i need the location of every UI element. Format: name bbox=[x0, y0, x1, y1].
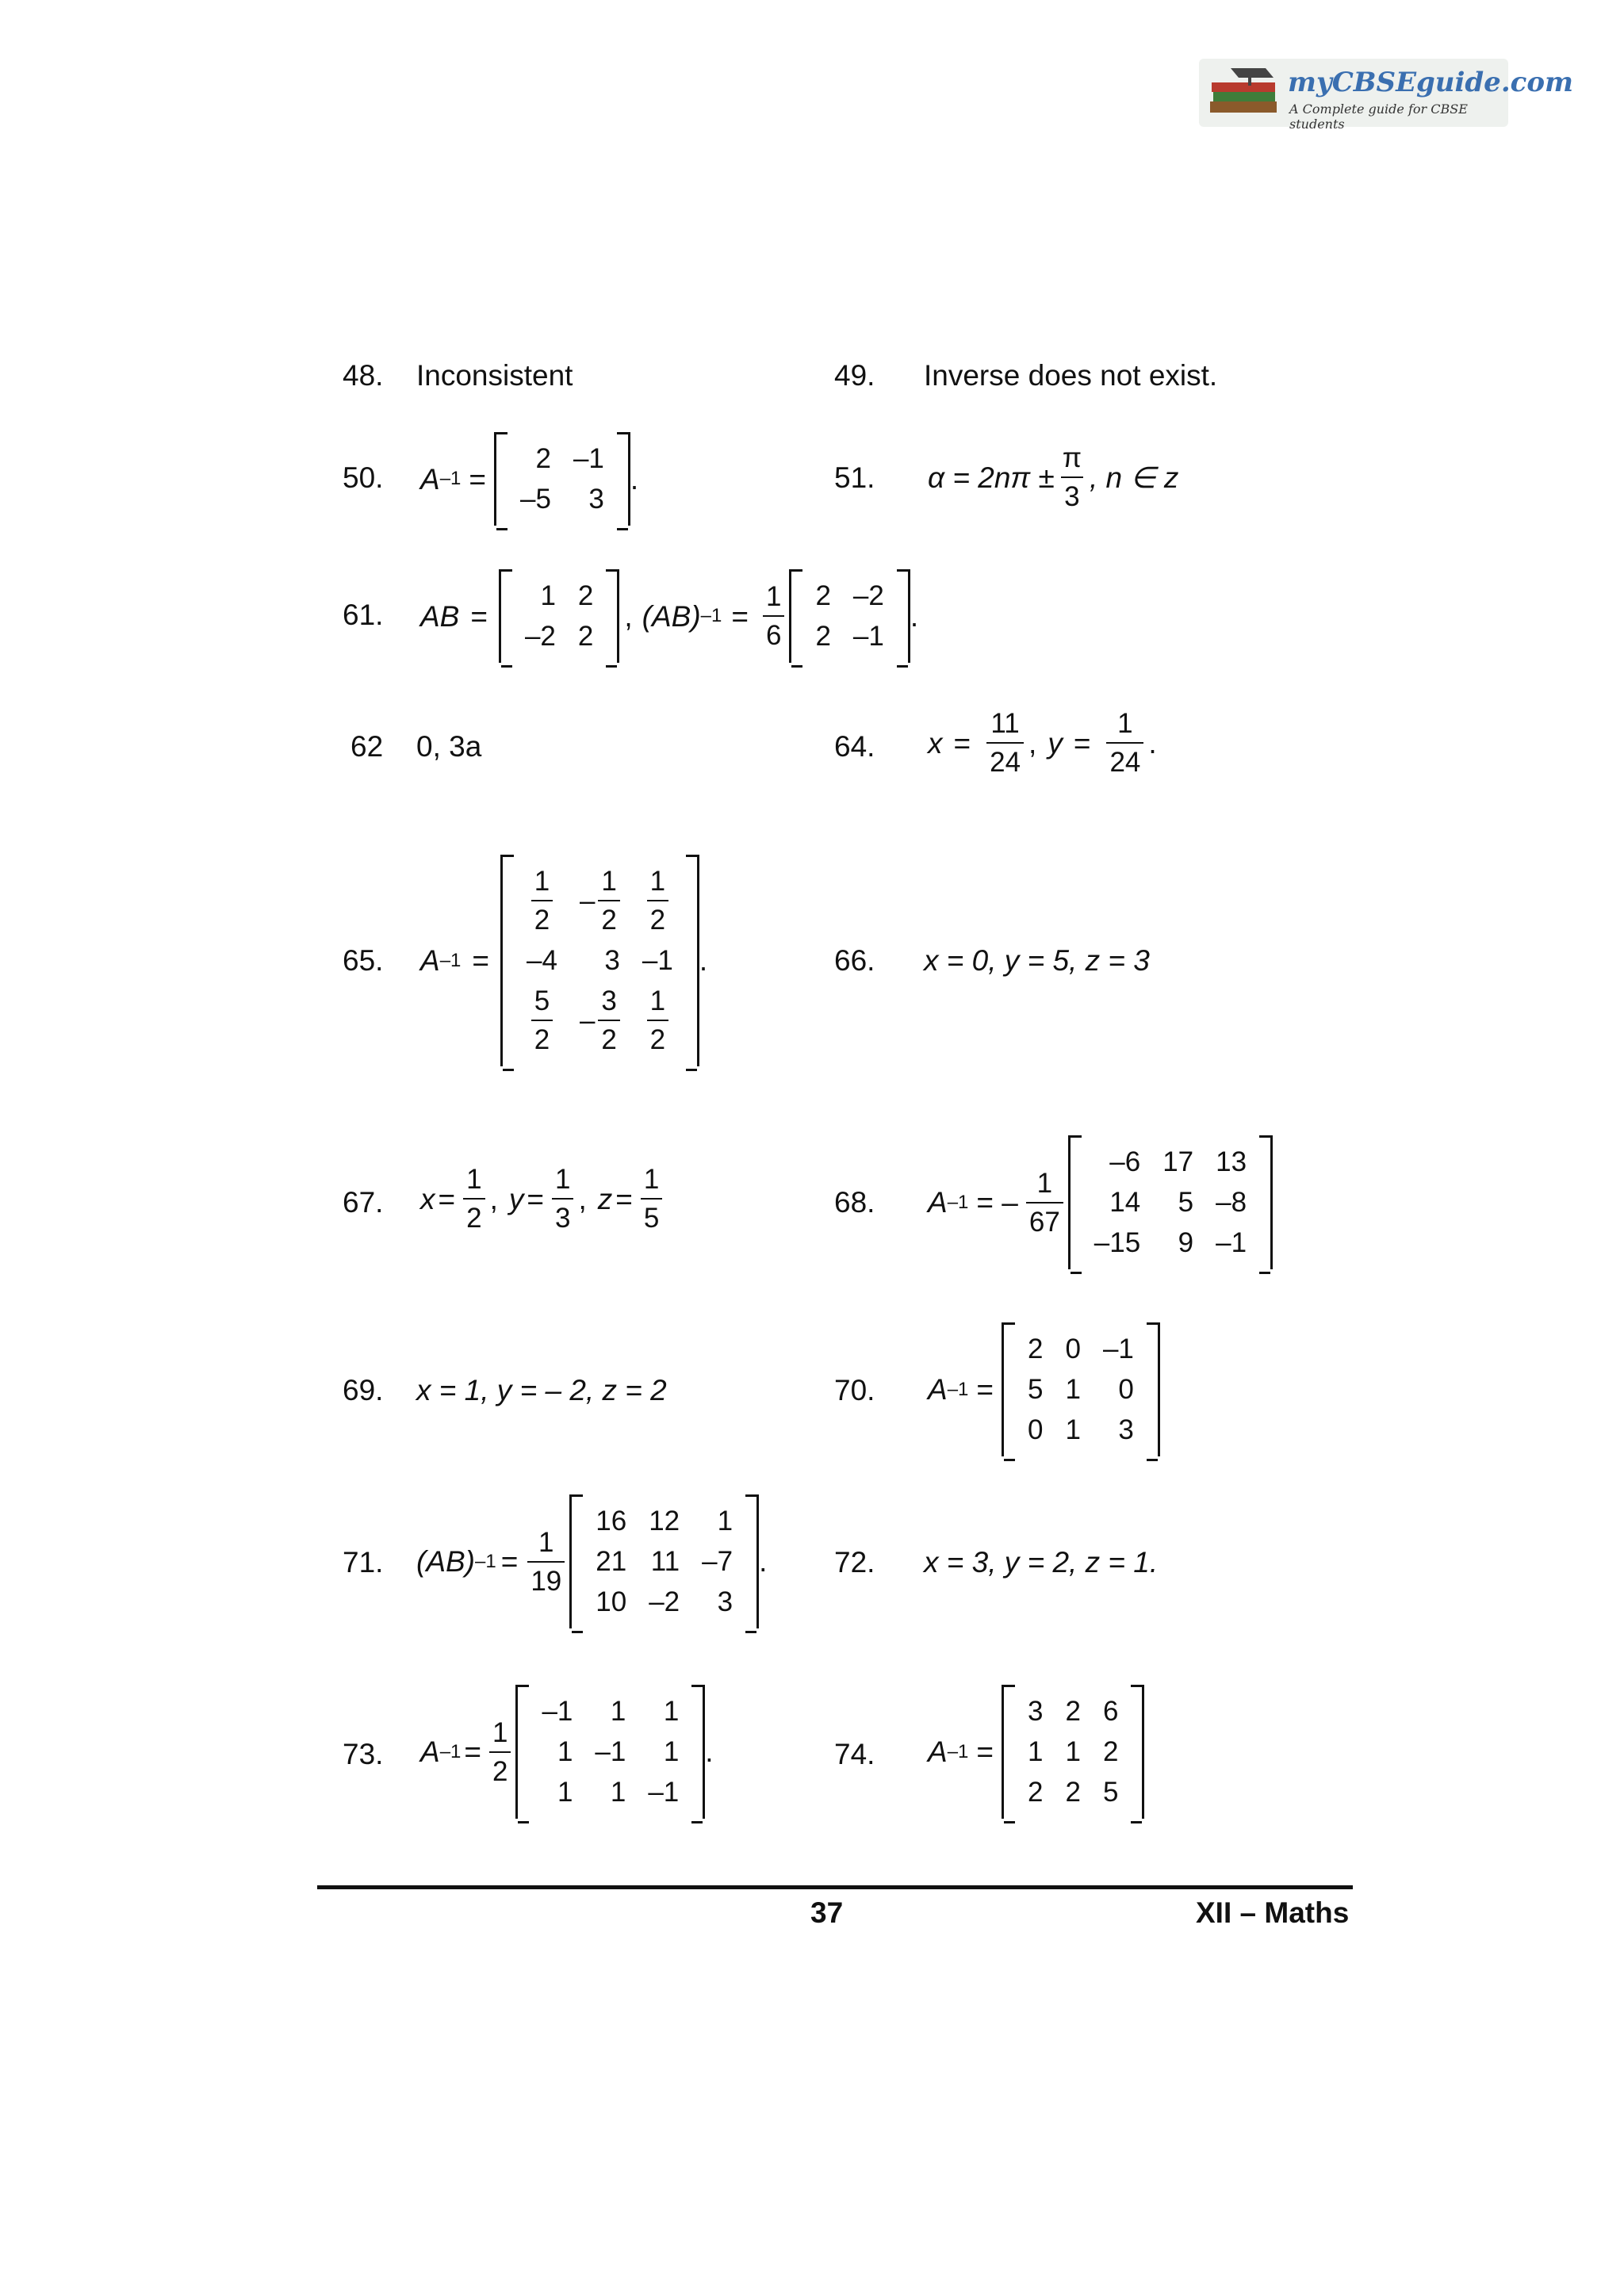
matrix-cell: $\frac{1}{2}$ bbox=[631, 861, 684, 940]
matrix-cell: –5 bbox=[520, 484, 551, 515]
q67-y: y bbox=[508, 1182, 524, 1215]
page-number: 37 bbox=[810, 1896, 844, 1929]
matrix-cell: 1 bbox=[610, 1696, 626, 1727]
matrix-cell: 1 bbox=[663, 1736, 680, 1767]
q71-fnum: 1 bbox=[538, 1526, 554, 1558]
q50-lhs: A bbox=[420, 462, 440, 496]
q66-answer: x = 0, y = 5, z = 3 bbox=[924, 944, 1150, 977]
q67-x: x bbox=[420, 1182, 435, 1215]
matrix-cell: 1 bbox=[540, 580, 556, 611]
q68-fden: 67 bbox=[1026, 1202, 1063, 1236]
matrix-cell: 6 bbox=[1102, 1696, 1119, 1727]
q51-pre: α = 2nπ ± bbox=[928, 461, 1055, 494]
site-logo bbox=[1199, 59, 1574, 132]
matrix-cell: 2 bbox=[1102, 1736, 1119, 1767]
matrix-cell: 16 bbox=[596, 1506, 627, 1536]
matrix-cell: 2 bbox=[577, 621, 594, 652]
q64-ynum: 1 bbox=[1117, 708, 1133, 739]
q74-lhs: A bbox=[928, 1735, 948, 1768]
matrix-cell: 1 bbox=[610, 1777, 626, 1808]
matrix-cell: 1 bbox=[557, 1736, 573, 1767]
q73-answer: A –1 = $\frac{1}{2}$ –1 1 1 1 –1 1 1 1 –1 . bbox=[420, 1685, 714, 1819]
matrix-cell: 2 bbox=[1065, 1777, 1081, 1808]
matrix-cell: –15 bbox=[1094, 1227, 1141, 1258]
matrix-cell: 2 bbox=[815, 580, 831, 611]
q62-label: 62 bbox=[350, 730, 384, 763]
logo-tagline: A Complete guide for CBSE students bbox=[1289, 101, 1468, 132]
matrix-cell: –2 bbox=[852, 580, 884, 611]
matrix-cell: –7 bbox=[702, 1546, 733, 1577]
matrix-cell: 5 bbox=[1178, 1187, 1194, 1218]
q73-label: 73. bbox=[343, 1738, 384, 1770]
q67-xd: 2 bbox=[463, 1198, 485, 1232]
matrix-cell: 1 bbox=[663, 1696, 680, 1727]
q62-answer: 0, 3a bbox=[416, 730, 482, 763]
matrix-cell: –1 bbox=[1216, 1227, 1247, 1258]
q61-lhs: AB bbox=[420, 599, 460, 633]
matrix-cell: 1 bbox=[1065, 1374, 1081, 1405]
matrix-cell: 0 bbox=[1118, 1374, 1134, 1405]
matrix-cell: 1 bbox=[557, 1777, 573, 1808]
matrix-cell: –4 bbox=[527, 945, 557, 976]
footer-subject: XII – Maths bbox=[1196, 1896, 1350, 1929]
q64-y: y bbox=[1048, 726, 1063, 760]
q64-x: x bbox=[928, 726, 943, 760]
matrix-cell: $\frac{1}{2}$ bbox=[631, 981, 684, 1060]
q67-yn: 1 bbox=[554, 1164, 571, 1195]
q72-label: 72. bbox=[834, 1546, 875, 1578]
q51-num: π bbox=[1062, 442, 1082, 473]
q67-zd: 5 bbox=[641, 1198, 662, 1232]
footer-rule bbox=[317, 1885, 1353, 1889]
matrix-cell: 3 bbox=[588, 484, 604, 515]
q71-lhs: (AB) bbox=[416, 1545, 475, 1578]
q61-label: 61. bbox=[343, 599, 384, 631]
books-icon bbox=[1207, 65, 1283, 121]
q50-label: 50. bbox=[343, 461, 384, 494]
q67-xn: 1 bbox=[466, 1164, 482, 1195]
q67-answer: x = $\frac{1}{2}$ , y = $\frac{1}{3}$ , z = $\frac{1}{5}$ bbox=[420, 1165, 667, 1232]
matrix-cell: 0 bbox=[1065, 1334, 1081, 1364]
matrix-cell: –1 bbox=[1102, 1334, 1134, 1364]
q74-matrix bbox=[1002, 1685, 1144, 1819]
matrix-cell: 3 bbox=[717, 1586, 733, 1617]
matrix-cell: 3 bbox=[1028, 1696, 1044, 1727]
matrix-cell: 13 bbox=[1216, 1146, 1247, 1177]
q61-fden: 6 bbox=[763, 615, 784, 649]
q69-label: 69. bbox=[343, 1374, 384, 1406]
matrix-cell: 9 bbox=[1178, 1227, 1194, 1258]
matrix-cell: 3 bbox=[1118, 1414, 1134, 1445]
matrix-cell: $\frac{5}{2}$ bbox=[515, 981, 569, 1060]
matrix-cell: 2 bbox=[577, 580, 594, 611]
matrix-cell: 14 bbox=[1109, 1187, 1141, 1218]
q70-lhs: A bbox=[928, 1373, 948, 1406]
q69-answer: x = 1, y = – 2, z = 2 bbox=[416, 1374, 667, 1406]
q74-sup: –1 bbox=[947, 1740, 969, 1762]
matrix-cell: 11 bbox=[650, 1546, 680, 1577]
q68-matrix bbox=[1068, 1135, 1273, 1269]
matrix-cell: –1 bbox=[595, 1736, 626, 1767]
matrix-cell: 17 bbox=[1162, 1146, 1194, 1177]
matrix-cell: 10 bbox=[596, 1586, 627, 1617]
q67-zn: 1 bbox=[643, 1164, 660, 1195]
matrix-cell: 12 bbox=[649, 1506, 680, 1536]
matrix-cell: 1 bbox=[1028, 1736, 1044, 1767]
q65-answer: A –1 = $\frac{1}{2}$ – $\frac{1}{2}$ $\frac{1}{2}$ –4 3 –1 $\frac{5}{2}$ – $\frac{3}{2}$ $\frac{1}{2}$ . bbox=[420, 855, 707, 1066]
matrix-cell: –2 bbox=[649, 1586, 680, 1617]
q49-label: 49. bbox=[834, 359, 875, 392]
matrix-cell: 3 bbox=[604, 945, 620, 976]
q74-answer: A –1 = 3 2 6 1 1 2 2 2 5 bbox=[928, 1685, 1144, 1819]
matrix-cell: $\frac{1}{2}$ bbox=[515, 861, 569, 940]
matrix-cell: 2 bbox=[535, 443, 551, 474]
q70-matrix bbox=[1002, 1322, 1160, 1456]
q67-z: z bbox=[597, 1182, 613, 1215]
q71-answer: (AB) –1 = $\frac{1}{19}$ 16 12 1 21 11 –7 10 –2 3 . bbox=[416, 1494, 767, 1628]
q61-lhs2: (AB) bbox=[642, 599, 701, 633]
q64-label: 64. bbox=[834, 730, 875, 763]
matrix-cell: –1 bbox=[852, 621, 884, 652]
logo-site-name: myCBSEguide.com bbox=[1288, 67, 1574, 98]
q51-answer bbox=[928, 444, 1178, 511]
q65-sup: –1 bbox=[439, 949, 462, 971]
q64-yden: 24 bbox=[1106, 742, 1143, 776]
q71-sup: –1 bbox=[475, 1550, 496, 1572]
q70-sup: –1 bbox=[947, 1378, 969, 1400]
q74-label: 74. bbox=[834, 1738, 875, 1770]
q73-fden: 2 bbox=[489, 1751, 511, 1785]
matrix-cell: –6 bbox=[1109, 1146, 1141, 1177]
q48-label: 48. bbox=[343, 359, 384, 392]
q68-label: 68. bbox=[834, 1186, 875, 1219]
q65-matrix bbox=[500, 855, 699, 1066]
q67-yd: 3 bbox=[552, 1198, 573, 1232]
q61-sup: –1 bbox=[700, 605, 722, 626]
q50-answer: A –1 = 2 –1 –5 3 . bbox=[420, 432, 638, 526]
q73-lhs: A bbox=[420, 1735, 440, 1768]
matrix-cell: –1 bbox=[648, 1777, 680, 1808]
q49-answer: Inverse does not exist. bbox=[924, 359, 1218, 392]
q61-answer: AB = 1 2 –2 2 , (AB) –1 = $\frac{1}{6}$ 2 –2 2 –1 . bbox=[420, 569, 918, 663]
matrix-cell: 21 bbox=[596, 1546, 627, 1577]
q68-fnum: 1 bbox=[1036, 1167, 1053, 1199]
matrix-cell: –2 bbox=[524, 621, 556, 652]
q73-sup: –1 bbox=[439, 1740, 462, 1762]
matrix-cell: – $\frac{3}{2}$ bbox=[569, 981, 631, 1060]
q67-label: 67. bbox=[343, 1186, 384, 1219]
q61-matrix-inverse bbox=[789, 569, 910, 663]
q70-answer: A –1 = 2 0 –1 5 1 0 0 1 3 bbox=[928, 1322, 1160, 1456]
matrix-cell: 1 bbox=[1065, 1414, 1081, 1445]
q61-fnum: 1 bbox=[765, 581, 782, 612]
q64-xden: 24 bbox=[986, 742, 1024, 776]
q61-matrix-ab bbox=[499, 569, 619, 663]
q72-answer: x = 3, y = 2, z = 1. bbox=[924, 1546, 1159, 1578]
matrix-cell: 2 bbox=[1028, 1334, 1044, 1364]
q70-label: 70. bbox=[834, 1374, 875, 1406]
q68-lhs: A bbox=[928, 1186, 948, 1219]
matrix-cell: 0 bbox=[1028, 1414, 1044, 1445]
q64-answer: x = $\frac{11}{24}$ , y = $\frac{1}{24}$ . bbox=[928, 708, 1157, 778]
q71-fden: 19 bbox=[527, 1561, 565, 1595]
matrix-cell: 2 bbox=[815, 621, 831, 652]
q66-label: 66. bbox=[834, 944, 875, 977]
matrix-cell: 1 bbox=[1065, 1736, 1081, 1767]
matrix-cell: – $\frac{1}{2}$ bbox=[569, 861, 631, 940]
matrix-cell: –1 bbox=[642, 945, 673, 976]
matrix-cell: 2 bbox=[1028, 1777, 1044, 1808]
matrix-cell: –8 bbox=[1216, 1187, 1247, 1218]
q71-matrix bbox=[569, 1494, 759, 1628]
matrix-cell: –1 bbox=[542, 1696, 573, 1727]
matrix-cell: –1 bbox=[573, 443, 604, 474]
q50-matrix bbox=[494, 432, 630, 526]
q65-label: 65. bbox=[343, 944, 384, 977]
q73-matrix bbox=[515, 1685, 705, 1819]
matrix-cell: 2 bbox=[1065, 1696, 1081, 1727]
matrix-cell: 5 bbox=[1028, 1374, 1044, 1405]
q51-label: 51. bbox=[834, 461, 875, 494]
q64-xnum: 11 bbox=[990, 708, 1020, 739]
matrix-cell: 1 bbox=[717, 1506, 733, 1536]
q51-post: , n ∈ z bbox=[1089, 461, 1179, 494]
q65-lhs: A bbox=[420, 944, 440, 977]
q51-den: 3 bbox=[1061, 476, 1082, 511]
q50-sup: –1 bbox=[439, 468, 462, 489]
q73-fnum: 1 bbox=[492, 1716, 508, 1748]
q68-sup: –1 bbox=[947, 1191, 969, 1213]
matrix-cell: 5 bbox=[1102, 1777, 1119, 1808]
q48-answer: Inconsistent bbox=[416, 359, 573, 392]
q68-answer: A –1 = – $\frac{1}{67}$ –6 17 13 14 5 –8 –15 9 –1 bbox=[928, 1135, 1273, 1269]
q71-label: 71. bbox=[343, 1546, 384, 1578]
